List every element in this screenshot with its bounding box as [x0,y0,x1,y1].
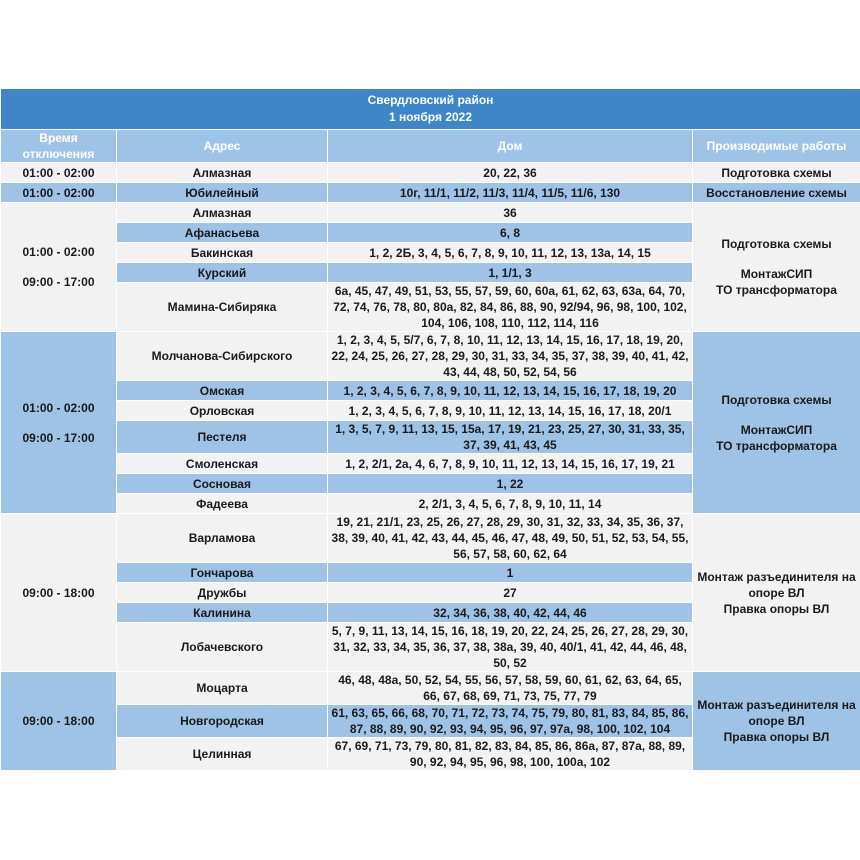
street-name: Пестеля [117,421,328,454]
street-name: Юбилейный [117,183,328,203]
outage-time: 09:00 - 17:00 [22,275,95,289]
street-name: Целинная [117,738,328,771]
street-name: Новгородская [117,705,328,738]
works-item: Подготовка схемы [721,392,832,407]
outage-time: 09:00 - 18:00 [22,585,95,600]
works-description-cell [693,672,860,771]
street-name: Курский [117,263,328,283]
works-item: Монтаж разъединителя на опоре ВЛ [697,569,856,600]
table-title [1,89,860,130]
works-description-cell [693,514,860,672]
table-row [1,183,860,203]
house-numbers: 5, 7, 9, 11, 13, 14, 15, 16, 18, 19, 20, 22, 24, 25, 26, 27, 28, 29, 30, 31, 32, 33, 34, 35, 36, 37, 38, 38а, 39, 40, 40/1, 41, 42, 44, 46, 48, 50, 52 [328,623,693,672]
street-name: Фадеева [117,494,328,514]
header-address: Адрес [117,130,328,163]
house-numbers: 1, 3, 5, 7, 9, 11, 13, 15, 15а, 17, 19, 21, 23, 25, 27, 30, 31, 33, 35, 37, 39, 41, 43, 45 [328,421,693,454]
outage-time-cell [1,672,117,771]
header-row [1,130,860,163]
outage-schedule [0,88,860,771]
street-name: Бакинская [117,243,328,263]
house-numbers: 2, 2/1, 3, 4, 5, 6, 7, 8, 9, 10, 11, 14 [328,494,693,514]
house-numbers: 1, 2, 3, 4, 5, 5/7, 6, 7, 8, 10, 11, 12, 13, 14, 15, 16, 17, 18, 19, 20, 22, 24, 25, 26, 27, 28, 29, 30, 31, 33, 34, 35, 37, 38, 39, 40, 41, 42, 43, 44, 48, 50, 52, 54, 56 [328,332,693,381]
house-numbers: 27 [328,583,693,603]
table-row [1,163,860,183]
house-numbers: 1, 22 [328,474,693,494]
table-row [1,672,860,705]
schedule-date: 1 ноября 2022 [388,110,473,124]
table-row [1,514,860,563]
outage-time: 01:00 - 02:00 [1,163,117,183]
street-name: Алмазная [117,203,328,223]
spacer [696,252,857,266]
house-numbers: 20, 22, 36 [328,163,693,183]
house-numbers: 1, 2, 2/1, 2а, 4, 6, 7, 8, 9, 10, 11, 12, 13, 14, 15, 16, 17, 19, 21 [328,454,693,474]
street-name: Афанасьева [117,223,328,243]
house-numbers: 1, 2, 2Б, 3, 4, 5, 6, 7, 8, 9, 10, 11, 12, 13, 13а, 14, 15 [328,243,693,263]
house-numbers: 10г, 11/1, 11/2, 11/3, 11/4, 11/5, 11/6, 130 [328,183,693,203]
street-name: Варламова [117,514,328,563]
header-works: Производимые работы [693,130,860,163]
spacer [696,408,857,422]
street-name: Омская [117,381,328,401]
street-name: Молчанова-Сибирского [117,332,328,381]
outage-time: 09:00 - 17:00 [22,430,95,445]
outage-time: 09:00 - 18:00 [22,714,95,728]
house-numbers: 36 [328,203,693,223]
table-row [1,203,860,223]
header-time: Время отключения [1,130,117,163]
outage-table [0,88,860,771]
street-name: Моцарта [117,672,328,705]
house-numbers: 1 [328,563,693,583]
works-description-cell [693,332,860,514]
house-numbers: 1, 2, 3, 4, 5, 6, 7, 8, 9, 10, 11, 12, 13, 14, 15, 16, 17, 18, 19, 20 [328,381,693,401]
spacer [4,416,113,430]
house-numbers: 6а, 45, 47, 49, 51, 53, 55, 57, 59, 60, 60а, 61, 62, 63, 63а, 64, 70, 72, 74, 76, 78, 80, 80а, 82, 84, 86, 88, 90, 92/94, 96, 98, 100, 102, 104, 106, 108, 110, 112, 114, 116 [328,283,693,332]
street-name: Гончарова [117,563,328,583]
works-item: Правка опоры ВЛ [723,730,830,744]
street-name: Алмазная [117,163,328,183]
works-item: Правка опоры ВЛ [723,601,830,616]
house-numbers: 6, 8 [328,223,693,243]
street-name: Лобачевского [117,623,328,672]
works-description: Восстановление схемы [693,183,860,203]
works-item: ТО трансформатора [716,283,837,297]
table-row [1,332,860,381]
outage-time-cell [1,514,117,672]
works-item: МонтажСИП [740,267,813,281]
street-name: Смоленская [117,454,328,474]
works-description-cell [693,203,860,332]
street-name: Калинина [117,603,328,623]
street-name: Мамина-Сибиряка [117,283,328,332]
header-house: Дом [328,130,693,163]
outage-time: 01:00 - 02:00 [22,400,95,415]
house-numbers: 46, 48, 48а, 50, 52, 54, 55, 56, 57, 58, 59, 60, 61, 62, 63, 64, 65, 66, 67, 68, 69, 71, 73, 75, 77, 79 [328,672,693,705]
house-numbers: 1, 1/1, 3 [328,263,693,283]
house-numbers: 32, 34, 36, 38, 40, 42, 44, 46 [328,603,693,623]
house-numbers: 61, 63, 65, 66, 68, 70, 71, 72, 73, 74, 75, 79, 80, 81, 83, 84, 85, 86, 87, 88, 89, 90, 92, 93, 94, 95, 96, 97, 97а, 98, 100, 102, 104 [328,705,693,738]
works-description: Подготовка схемы [693,163,860,183]
house-numbers: 67, 69, 71, 73, 79, 80, 81, 82, 83, 84, 85, 86, 86а, 87, 87а, 88, 89, 90, 92, 94, 95, 96, 98, 100, 100а, 102 [328,738,693,771]
works-item: ТО трансформатора [716,438,837,453]
spacer [4,260,113,274]
works-item: МонтажСИП [740,422,813,437]
district-name: Свердловский район [367,93,494,107]
outage-time-cell [1,332,117,514]
outage-time-cell [1,203,117,332]
street-name: Орловская [117,401,328,421]
street-name: Сосновая [117,474,328,494]
street-name: Дружбы [117,583,328,603]
outage-time: 01:00 - 02:00 [1,183,117,203]
house-numbers: 1, 2, 3, 4, 5, 6, 7, 8, 9, 10, 11, 12, 13, 14, 15, 16, 17, 18, 20/1 [328,401,693,421]
works-item: Подготовка схемы [721,237,832,251]
outage-time: 01:00 - 02:00 [22,245,95,259]
works-item: Монтаж разъединителя на опоре ВЛ [697,698,856,728]
house-numbers: 19, 21, 21/1, 23, 25, 26, 27, 28, 29, 30, 31, 32, 33, 34, 35, 36, 37, 38, 39, 40, 41, 42, 43, 44, 45, 46, 47, 48, 49, 50, 51, 52, 53, 54, 55, 56, 57, 58, 60, 62, 64 [328,514,693,563]
